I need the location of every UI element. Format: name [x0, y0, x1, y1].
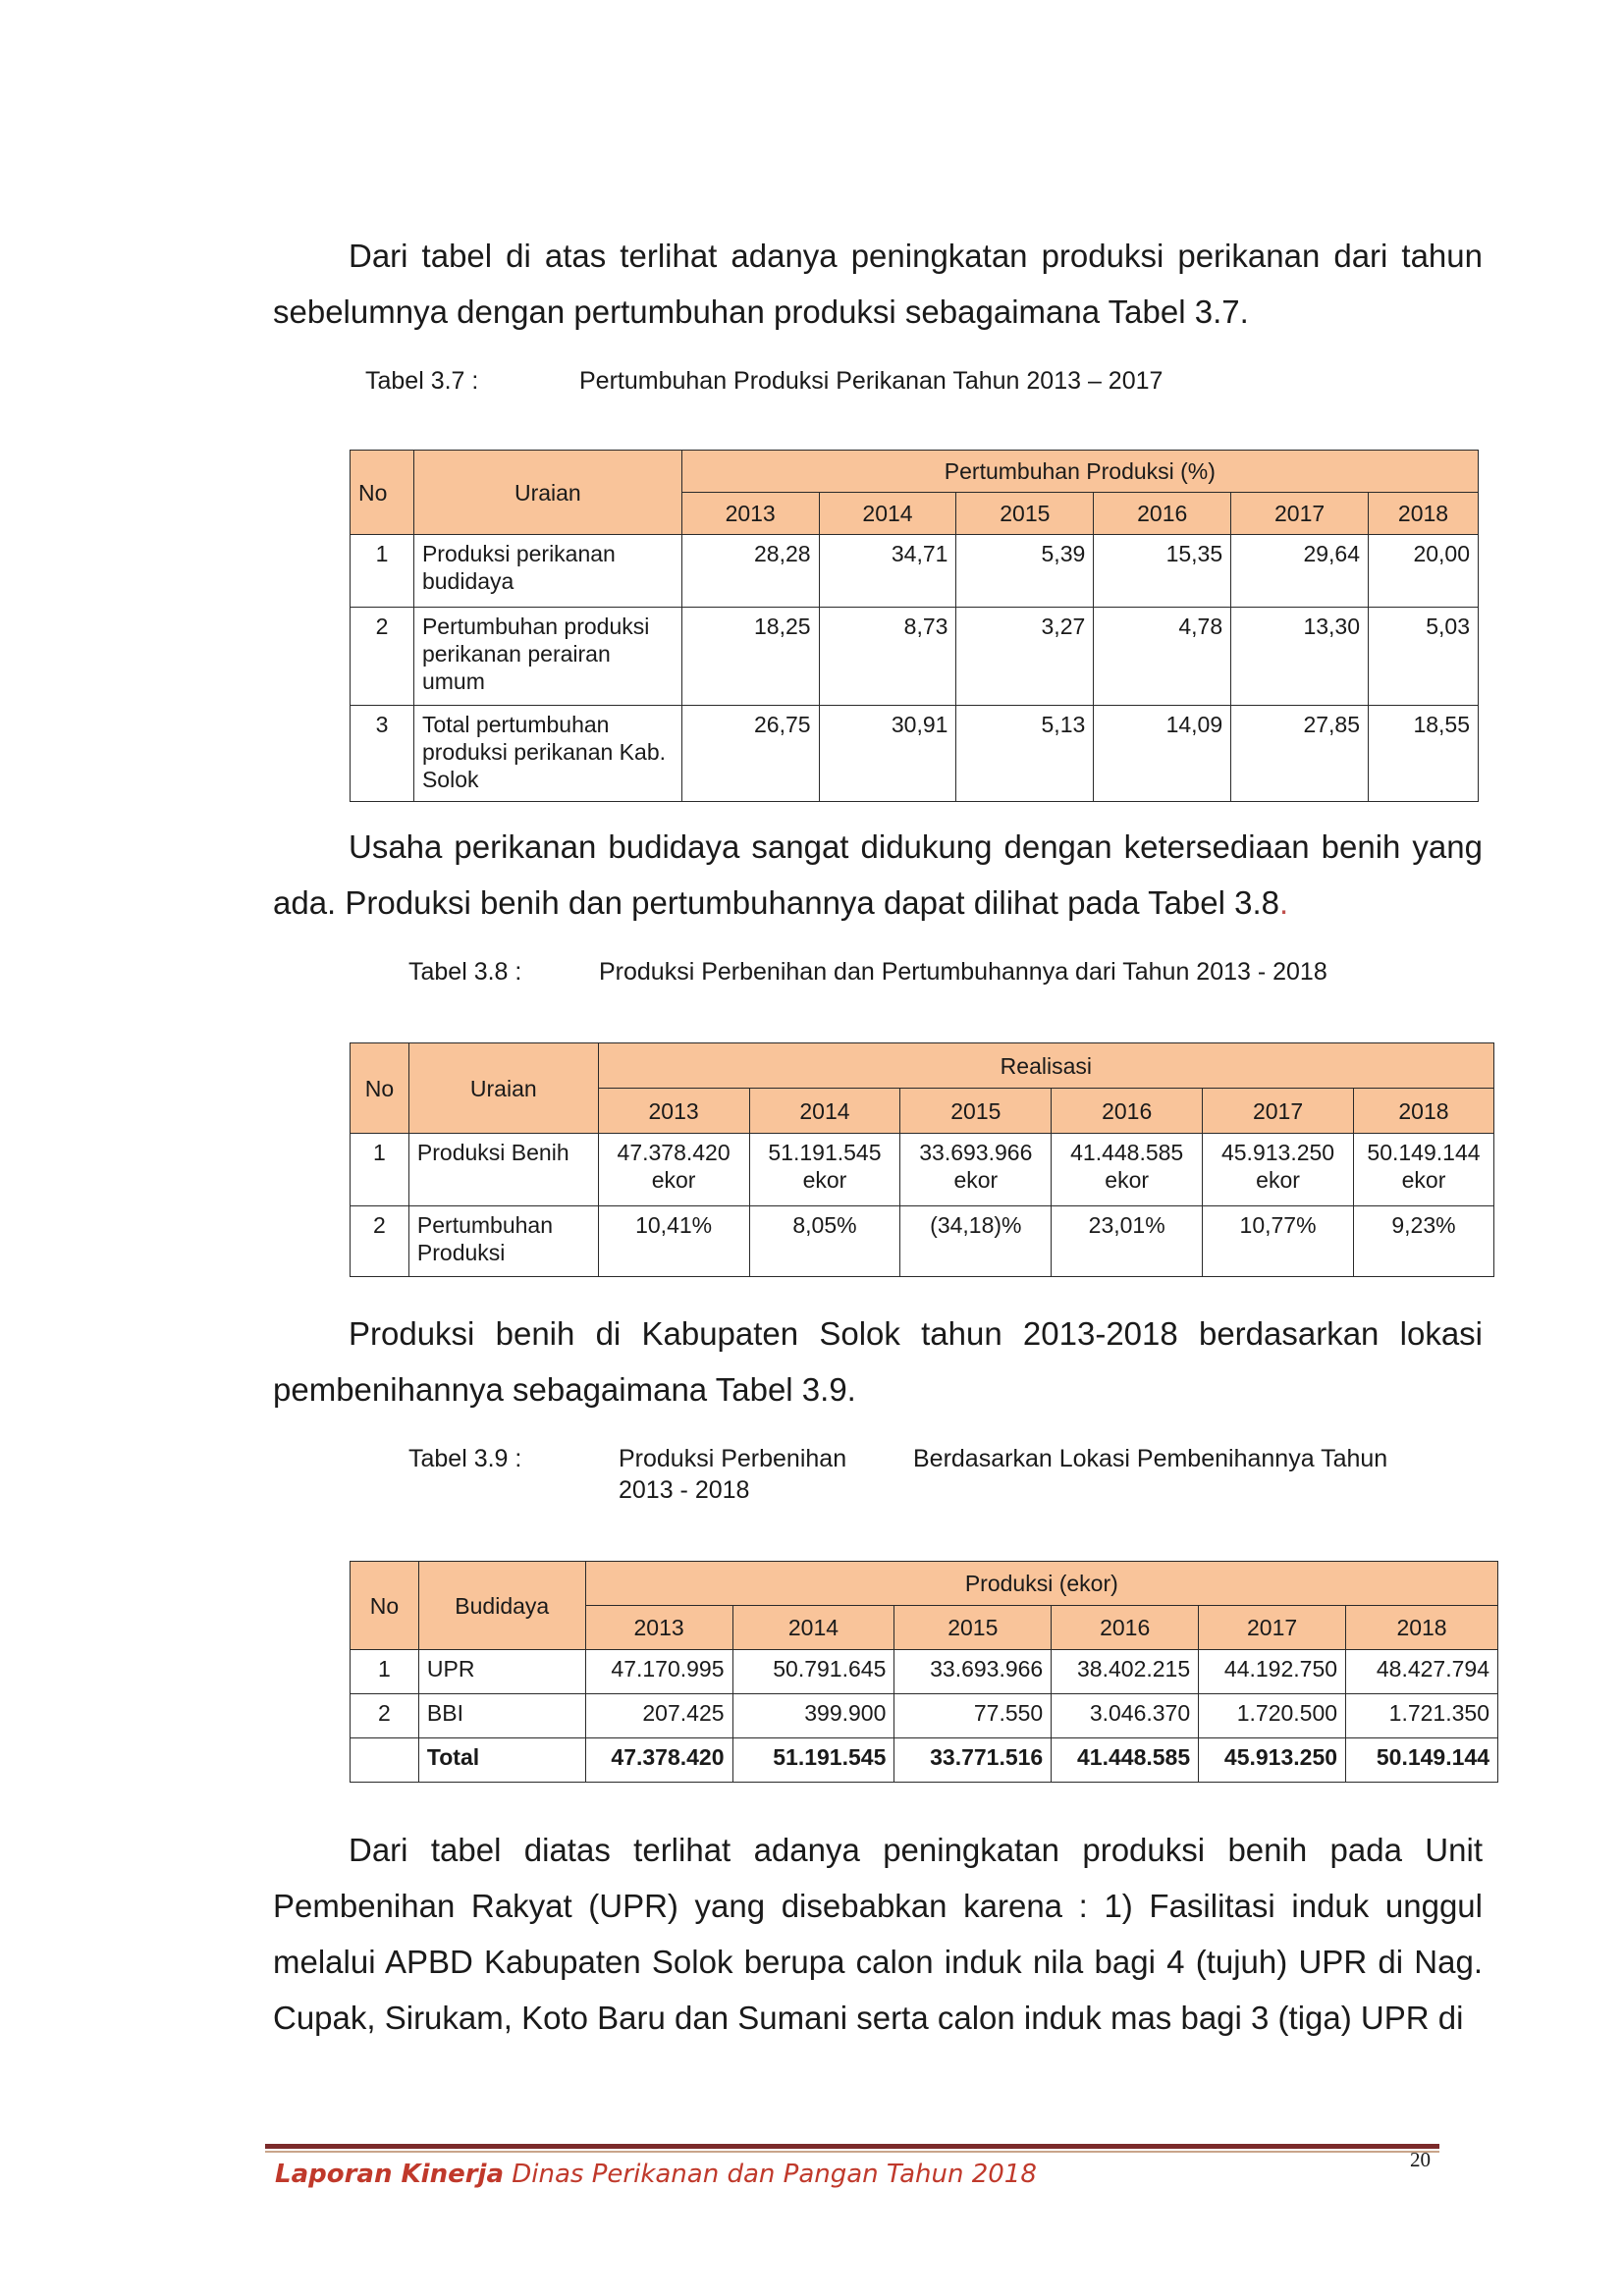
- cell-value: 18,25: [681, 608, 819, 706]
- table-row: [351, 608, 1479, 706]
- footer-title: [275, 2160, 1037, 2189]
- cell-value: [900, 1134, 1052, 1206]
- cell-value: [1052, 1134, 1203, 1206]
- cell-value: 77.550: [894, 1694, 1052, 1738]
- paragraph-benih: [273, 819, 1483, 931]
- cell-value: 20,00: [1369, 535, 1479, 608]
- table-3-9-year: 2014: [732, 1606, 894, 1650]
- table-3-9-year: 2017: [1199, 1606, 1346, 1650]
- table-3-8-year: 2016: [1052, 1089, 1203, 1134]
- table-row: [351, 1206, 1494, 1277]
- row-no: 2: [351, 1206, 409, 1277]
- cell-unit: ekor: [651, 1167, 696, 1193]
- cell-value: 33.771.516: [894, 1738, 1052, 1783]
- cell-value: 45.913.250: [1199, 1738, 1346, 1783]
- table-3-9-caption-label: Tabel 3.9 :: [408, 1445, 522, 1472]
- table-3-9-caption: [408, 1443, 1479, 1506]
- table-3-8-caption: [408, 956, 1469, 988]
- row-name: UPR: [418, 1650, 585, 1694]
- table-3-9-header-no: No: [351, 1562, 419, 1650]
- cell-value: 14,09: [1094, 706, 1231, 802]
- cell-number: 47.378.420: [617, 1140, 731, 1165]
- cell-value: 13,30: [1231, 608, 1369, 706]
- row-uraian: Produksi Benih: [408, 1134, 598, 1206]
- row-no: 1: [351, 1650, 419, 1694]
- cell-value: 41.448.585: [1052, 1738, 1199, 1783]
- table-3-9-caption-title-a: Produksi Perbenihan: [619, 1445, 847, 1472]
- row-name: BBI: [418, 1694, 585, 1738]
- cell-value: 33.693.966: [894, 1650, 1052, 1694]
- cell-value: 23,01%: [1052, 1206, 1203, 1277]
- paragraph-benih-text: Usaha perikanan budidaya sangat didukung dengan ketersediaan benih yang ada. Produksi benih dan pertumbuhannya dapat dilihat pada Tabel 3.8: [273, 828, 1483, 921]
- table-3-9-caption-title-b: Berdasarkan Lokasi Pembenihannya Tahun: [913, 1445, 1388, 1472]
- cell-value: 50.149.144: [1346, 1738, 1498, 1783]
- table-3-8-caption-title: Produksi Perbenihan dan Pertumbuhannya dari Tahun 2013 - 2018: [599, 958, 1327, 986]
- cell-number: 41.448.585: [1070, 1140, 1184, 1165]
- cell-value: 47.378.420: [585, 1738, 732, 1783]
- table-3-7-caption: [365, 365, 1249, 397]
- paragraph-upr: [273, 1822, 1483, 2046]
- cell-unit: ekor: [1105, 1167, 1150, 1193]
- cell-unit: ekor: [1401, 1167, 1446, 1193]
- cell-value: [598, 1134, 749, 1206]
- row-no: 1: [351, 535, 414, 608]
- cell-value: 26,75: [681, 706, 819, 802]
- row-no: 3: [351, 706, 414, 802]
- table-3-8-year: 2015: [900, 1089, 1052, 1134]
- table-3-7-year: 2016: [1094, 493, 1231, 535]
- cell-value: 44.192.750: [1199, 1650, 1346, 1694]
- cell-number: 50.149.144: [1367, 1140, 1481, 1165]
- paragraph-lokasi: [273, 1306, 1483, 1417]
- paragraph-intro-text: Dari tabel di atas terlihat adanya peningkatan produksi perikanan dari tahun sebelumnya dengan pertumbuhan produksi sebagaimana Tabel 3.7.: [273, 238, 1483, 330]
- table-3-8-year: 2014: [749, 1089, 900, 1134]
- table-3-9-header-group: Produksi (ekor): [585, 1562, 1497, 1606]
- footer-title-bold: Laporan Kinerja: [275, 2160, 504, 2189]
- table-3-8-year: 2018: [1353, 1089, 1493, 1134]
- table-3-8-caption-label: Tabel 3.8 :: [408, 958, 522, 986]
- cell-value: 15,35: [1094, 535, 1231, 608]
- table-row: [351, 1694, 1498, 1738]
- cell-value: 51.191.545: [732, 1738, 894, 1783]
- footer-title-rest: Dinas Perikanan dan Pangan Tahun 2018: [504, 2160, 1037, 2189]
- cell-value: 5,39: [956, 535, 1094, 608]
- footer-divider: [265, 2144, 1439, 2149]
- table-row: [351, 706, 1479, 802]
- table-row: [351, 1650, 1498, 1694]
- row-uraian: Produksi perikanan budidaya: [413, 535, 681, 608]
- cell-value: 1.720.500: [1199, 1694, 1346, 1738]
- table-3-8-header-group: Realisasi: [598, 1043, 1493, 1089]
- page-number: 20: [1410, 2148, 1431, 2171]
- cell-value: 207.425: [585, 1694, 732, 1738]
- cell-value: 50.791.645: [732, 1650, 894, 1694]
- table-3-7-year: 2013: [681, 493, 819, 535]
- table-3-9-year: 2013: [585, 1606, 732, 1650]
- table-3-8: [350, 1042, 1494, 1277]
- paragraph-upr-text: Dari tabel diatas terlihat adanya peningkatan produksi benih pada Unit Pembenihan Rakyat (UPR) yang disebabkan karena : 1) Fasilitasi induk unggul melalui APBD Kabupaten Solok berupa calon induk nila bagi 4 (tujuh) UPR di Nag. Cupak, Sirukam, Koto Baru dan Sumani serta calon induk mas bagi 3 (tiga) UPR di: [273, 1832, 1483, 2036]
- table-3-8-year: 2017: [1203, 1089, 1354, 1134]
- table-3-7-year: 2017: [1231, 493, 1369, 535]
- table-3-8-header-no: No: [351, 1043, 409, 1134]
- cell-value: 1.721.350: [1346, 1694, 1498, 1738]
- table-3-7-header-no: No: [351, 451, 414, 535]
- cell-unit: ekor: [953, 1167, 999, 1193]
- table-3-7-caption-title: Pertumbuhan Produksi Perikanan Tahun 2013 – 2017: [579, 367, 1164, 395]
- table-3-9-header-budidaya: Budidaya: [418, 1562, 585, 1650]
- row-uraian: Pertumbuhan produksi perikanan perairan umum: [413, 608, 681, 706]
- cell-number: 45.913.250: [1220, 1140, 1335, 1165]
- table-3-7-year: 2014: [819, 493, 956, 535]
- row-no: 2: [351, 1694, 419, 1738]
- table-3-7-header-uraian: Uraian: [413, 451, 681, 535]
- cell-value: 34,71: [819, 535, 956, 608]
- table-3-7-caption-label: Tabel 3.7 :: [365, 367, 479, 395]
- cell-value: 399.900: [732, 1694, 894, 1738]
- cell-value: 28,28: [681, 535, 819, 608]
- row-no: 2: [351, 608, 414, 706]
- table-3-9-caption-title-c: 2013 - 2018: [619, 1476, 750, 1504]
- cell-value: 9,23%: [1353, 1206, 1493, 1277]
- table-3-7: [350, 450, 1479, 802]
- cell-value: 27,85: [1231, 706, 1369, 802]
- table-3-9: [350, 1561, 1498, 1783]
- row-no: 1: [351, 1134, 409, 1206]
- cell-value: [749, 1134, 900, 1206]
- paragraph-intro: [273, 228, 1483, 340]
- cell-value: 38.402.215: [1052, 1650, 1199, 1694]
- table-row: [351, 535, 1479, 608]
- cell-value: 29,64: [1231, 535, 1369, 608]
- row-no: [351, 1738, 419, 1783]
- paragraph-lokasi-text: Produksi benih di Kabupaten Solok tahun 2013-2018 berdasarkan lokasi pembenihannya sebagaimana Tabel 3.9.: [273, 1315, 1483, 1408]
- cell-value: 4,78: [1094, 608, 1231, 706]
- cell-value: 5,13: [956, 706, 1094, 802]
- cell-unit: ekor: [802, 1167, 847, 1193]
- row-name: Total: [418, 1738, 585, 1783]
- cell-value: [1203, 1134, 1354, 1206]
- table-3-9-year: 2016: [1052, 1606, 1199, 1650]
- cell-value: 10,77%: [1203, 1206, 1354, 1277]
- row-uraian: Total pertumbuhan produksi perikanan Kab. Solok: [413, 706, 681, 802]
- table-total-row: [351, 1738, 1498, 1783]
- table-3-8-header-uraian: Uraian: [408, 1043, 598, 1134]
- cell-value: 8,73: [819, 608, 956, 706]
- cell-value: 5,03: [1369, 608, 1479, 706]
- cell-value: 18,55: [1369, 706, 1479, 802]
- footer-divider-accent: [265, 2151, 1439, 2153]
- table-3-8-year: 2013: [598, 1089, 749, 1134]
- cell-value: 3,27: [956, 608, 1094, 706]
- cell-number: 33.693.966: [919, 1140, 1033, 1165]
- row-uraian: Pertumbuhan Produksi: [408, 1206, 598, 1277]
- table-3-7-year: 2018: [1369, 493, 1479, 535]
- cell-unit: ekor: [1256, 1167, 1300, 1193]
- cell-number: 51.191.545: [768, 1140, 882, 1165]
- cell-value: (34,18)%: [900, 1206, 1052, 1277]
- table-3-7-header-group: Pertumbuhan Produksi (%): [681, 451, 1478, 493]
- cell-value: 48.427.794: [1346, 1650, 1498, 1694]
- table-row: [351, 1134, 1494, 1206]
- paragraph-benih-end: .: [1279, 884, 1289, 921]
- cell-value: 3.046.370: [1052, 1694, 1199, 1738]
- cell-value: 10,41%: [598, 1206, 749, 1277]
- cell-value: 47.170.995: [585, 1650, 732, 1694]
- table-3-9-year: 2015: [894, 1606, 1052, 1650]
- table-3-9-year: 2018: [1346, 1606, 1498, 1650]
- cell-value: 30,91: [819, 706, 956, 802]
- table-3-7-year: 2015: [956, 493, 1094, 535]
- cell-value: [1353, 1134, 1493, 1206]
- cell-value: 8,05%: [749, 1206, 900, 1277]
